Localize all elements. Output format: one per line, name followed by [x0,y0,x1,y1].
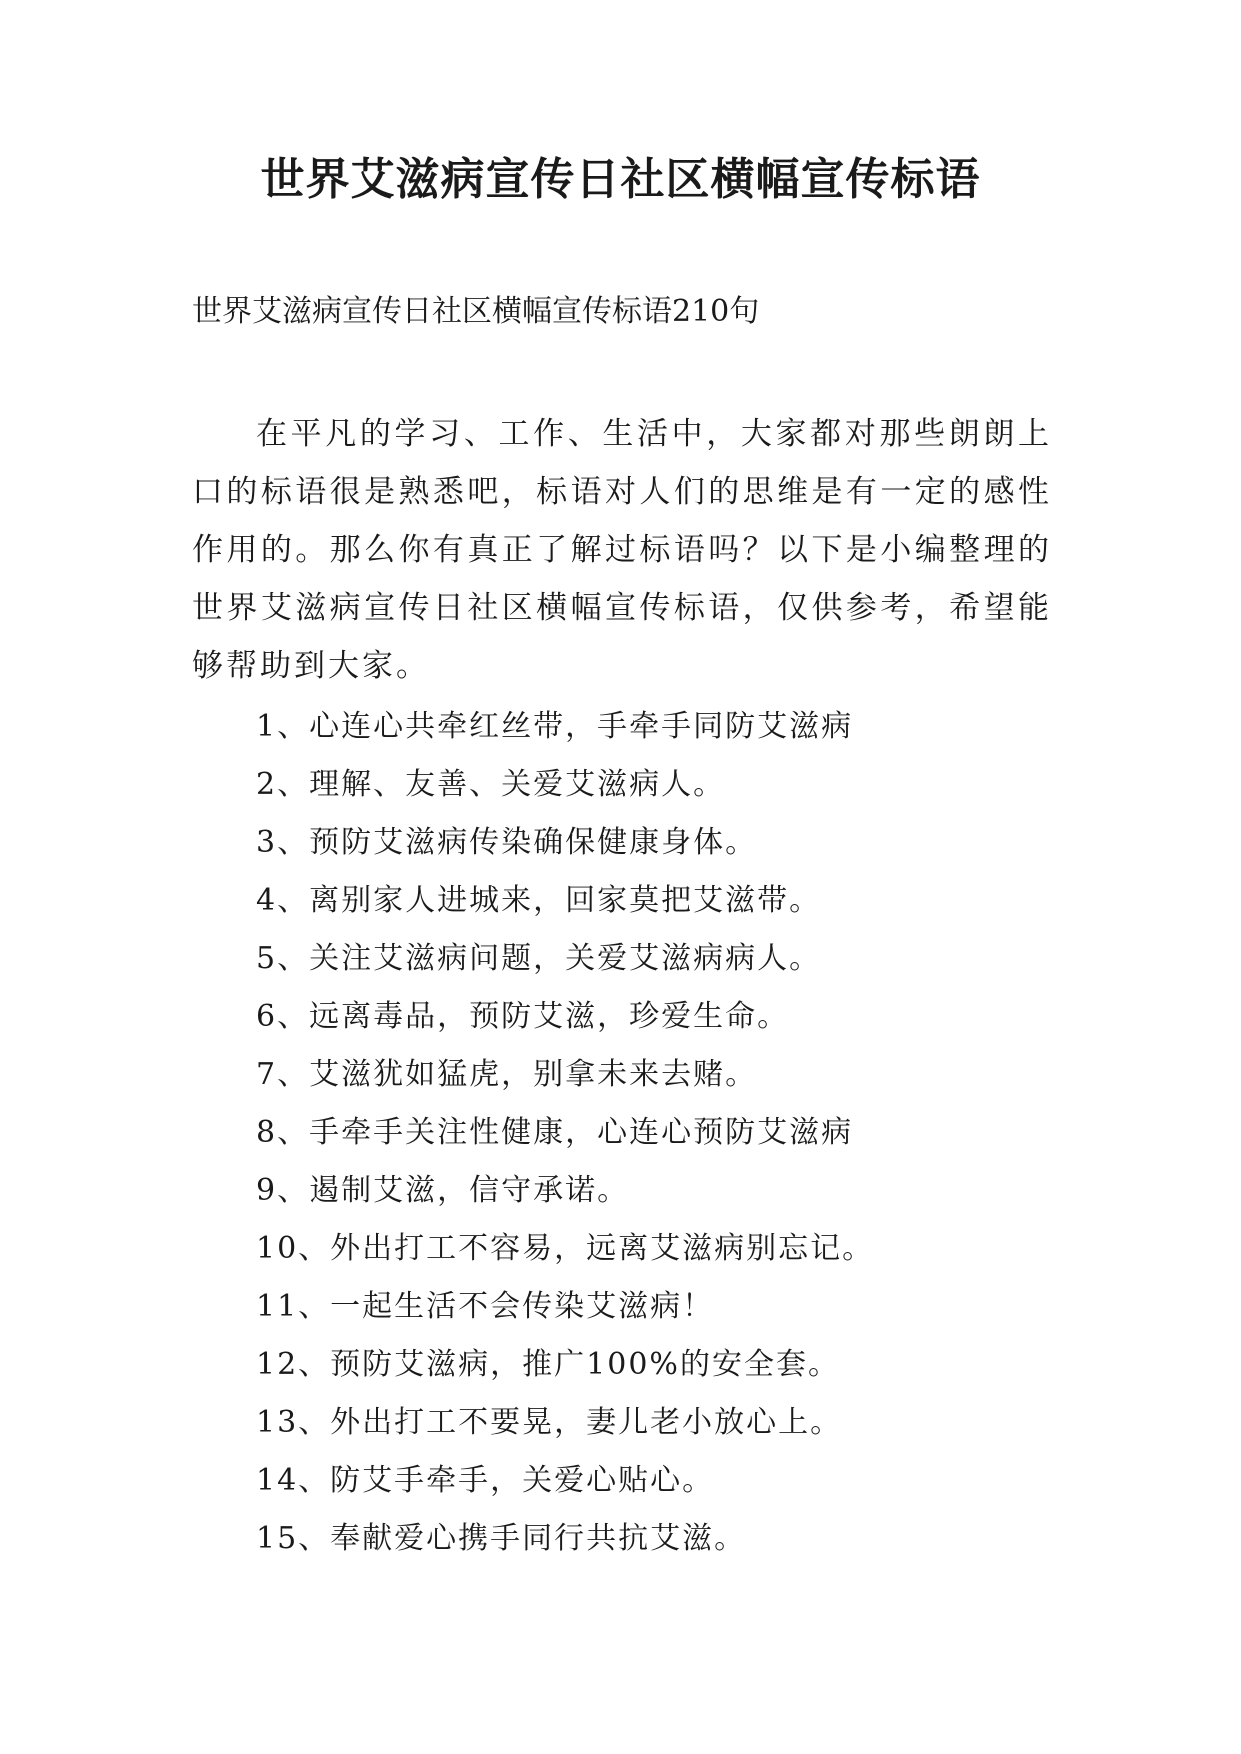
slogan-item: 4、离别家人进城来，回家莫把艾滋带。 [256,883,822,918]
slogan-item: 7、艾滋犹如猛虎，别拿未来去赌。 [256,1057,758,1092]
slogan-item: 13、外出打工不要晃，妻儿老小放心上。 [256,1405,843,1440]
slogan-item: 8、手牵手关注性健康，心连心预防艾滋病 [256,1115,854,1150]
slogan-item: 15、奉献爱心携手同行共抗艾滋。 [256,1521,747,1556]
intro-paragraph: 在平凡的学习、工作、生活中，大家都对那些朗朗上口的标语很是熟悉吧，标语对人们的思维是有一定的感性作用的。那么你有真正了解过标语吗？以下是小编整理的世界艾滋病宣传日社区横幅宣传标语，仅供参考，希望能够帮助到大家。 [192,416,1052,684]
slogan-item: 2、理解、友善、关爱艾滋病人。 [256,767,726,802]
slogan-item: 3、预防艾滋病传染确保健康身体。 [256,825,758,860]
slogan-item: 9、遏制艾滋，信守承诺。 [256,1173,630,1208]
slogan-item: 6、远离毒品，预防艾滋，珍爱生命。 [256,999,790,1034]
slogan-item: 12、预防艾滋病，推广100%的安全套。 [256,1347,840,1382]
slogan-item: 5、关注艾滋病问题，关爱艾滋病病人。 [256,941,822,976]
document-title: 世界艾滋病宣传日社区横幅宣传标语 [260,154,981,205]
document-subtitle: 世界艾滋病宣传日社区横幅宣传标语210句 [192,294,760,329]
slogan-list [256,698,874,1568]
slogan-item: 14、防艾手牵手，关爱心贴心。 [256,1463,715,1498]
slogan-item: 1、心连心共牵红丝带，手牵手同防艾滋病 [256,709,854,744]
slogan-item: 10、外出打工不容易，远离艾滋病别忘记。 [256,1231,875,1266]
slogan-item: 11、一起生活不会传染艾滋病！ [256,1289,715,1324]
